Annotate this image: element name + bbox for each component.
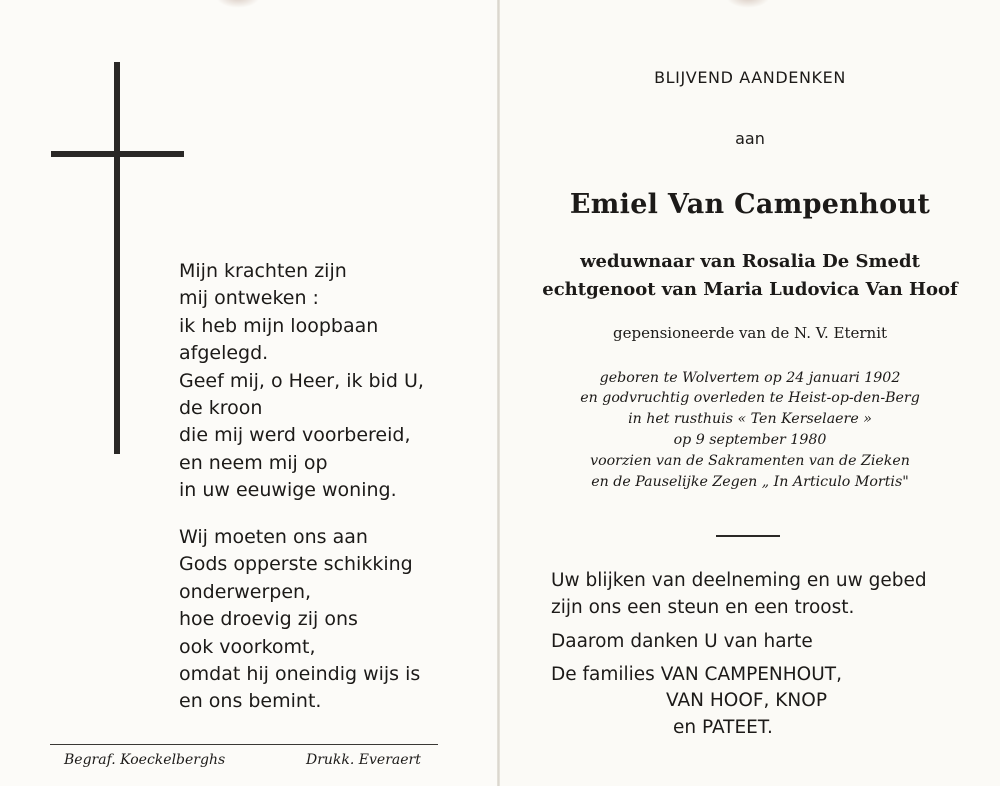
- relation-widower: weduwnaar van Rosalia De Smedt: [580, 251, 920, 272]
- card-heading: BLIJVEND AANDENKEN: [654, 68, 846, 87]
- poem-stanza-1: [179, 258, 479, 505]
- detail-line: op 9 september 1980: [673, 432, 827, 448]
- detail-line: in het rusthuis « Ten Kerselaere »: [628, 411, 872, 427]
- thanks-line: VAN HOOF, KNOP: [666, 690, 827, 711]
- poem-line: ook voorkomt,: [179, 635, 316, 658]
- detail-line: geboren te Wolvertem op 24 januari 1902: [599, 370, 901, 386]
- thanks-line: Daarom danken U van harte: [551, 631, 813, 652]
- deceased-name: Emiel Van Campenhout: [569, 189, 931, 220]
- poem-line: Mijn krachten zijn: [179, 260, 347, 282]
- relation-spouse: echtgenoot van Maria Ludovica Van Hoof: [542, 279, 958, 300]
- poem-line: omdat hij oneindig wijs is: [179, 663, 421, 686]
- poem-line: de kroon: [179, 397, 263, 420]
- poem-line: en neem mij op: [179, 451, 328, 474]
- thanks-line: en PATEET.: [673, 717, 773, 738]
- poem-line: Wij moeten ons aan: [179, 526, 368, 548]
- cross-vertical-bar: [114, 62, 120, 454]
- poem-line: onderwerpen,: [179, 580, 312, 603]
- poem-line: mij ontweken :: [179, 287, 319, 310]
- thanks-line: zijn ons een steun en een troost.: [551, 597, 855, 618]
- undertaker-credit: Begraf. Koeckelberghs: [64, 752, 226, 768]
- poem-line: Gods opperste schikking: [179, 553, 413, 576]
- poem-line: afgelegd.: [179, 342, 269, 365]
- section-divider: [716, 535, 780, 537]
- dedication-word: aan: [735, 129, 765, 148]
- poem-stanza-2: [179, 524, 479, 716]
- poem-line: hoe droevig zij ons: [179, 608, 358, 631]
- detail-line: en de Pauselijke Zegen „ In Articulo Mortis": [591, 474, 909, 490]
- poem-line: ik heb mijn loopbaan: [179, 314, 379, 337]
- cross-horizontal-bar: [51, 151, 184, 157]
- poem-line: die mij werd voorbereid,: [179, 424, 411, 447]
- detail-line: en godvruchtig overleden te Heist-op-den-Berg: [580, 390, 920, 406]
- poem-line: en ons bemint.: [179, 690, 322, 713]
- printer-credit: Drukk. Everaert: [306, 752, 421, 768]
- thanks-line: De families VAN CAMPENHOUT,: [551, 664, 842, 685]
- thanks-line: Uw blijken van deelneming en uw gebed: [551, 570, 927, 591]
- footer-divider: [50, 744, 438, 745]
- poem-line: in uw eeuwige woning.: [179, 479, 397, 502]
- occupation-line: gepensioneerde van de N. V. Eternit: [612, 324, 888, 342]
- poem-line: Geef mij, o Heer, ik bid U,: [179, 369, 424, 392]
- detail-line: voorzien van de Sakramenten van de Zieken: [590, 453, 910, 469]
